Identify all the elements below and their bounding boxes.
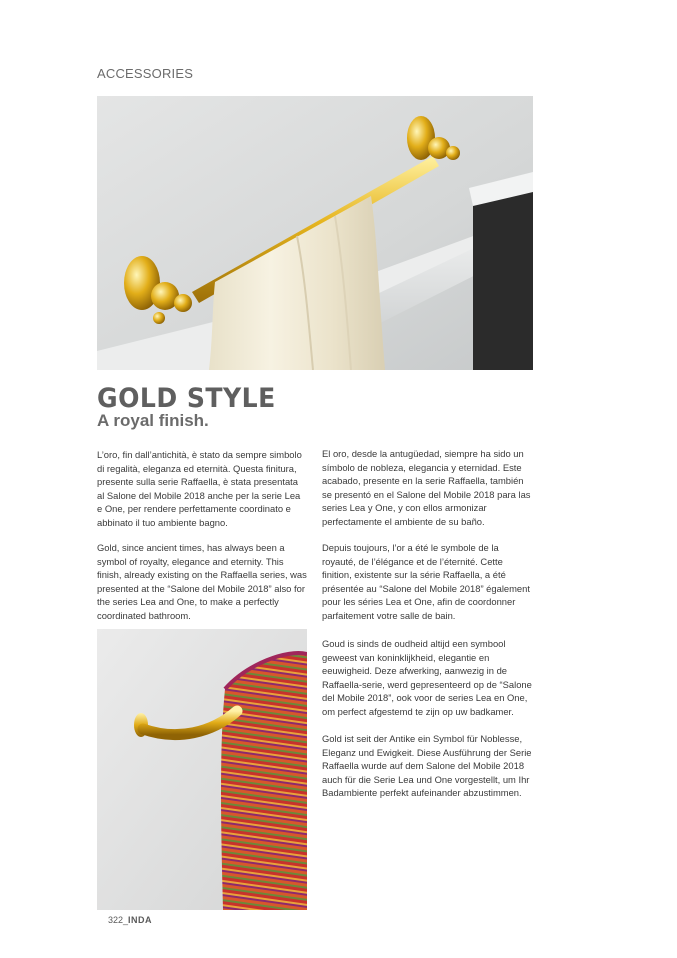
hero-image-towel-bar bbox=[97, 96, 533, 370]
paragraph-german: Gold ist seit der Antike ein Symbol für Noblesse, Eleganz und Ewigkeit. Diese Ausführung der Serie Raffaella wurde auf dem Salone del Mobile 2018 auch für die Serie Lea und One vorgestellt, um Ihr Badambiente perfekt aufeinander abzustimmen. bbox=[322, 733, 532, 799]
page-subtitle: A royal finish. bbox=[97, 411, 209, 430]
brand-name: INDA bbox=[128, 915, 153, 925]
page-footer bbox=[108, 915, 152, 925]
detail-image-towel-ring bbox=[97, 629, 307, 910]
paragraph-french: Depuis toujours, l’or a été le symbole de la royauté, de l’élégance et de l’éternité. Cette finition, existente sur la série Raffaella, a été présentée au “Salone del Mobile 2018” également pour les séries Lea et One, afin de coordonner parfaitement votre salle de bain. bbox=[322, 542, 530, 621]
page-number: 322_ bbox=[108, 915, 129, 925]
paragraph-spanish: El oro, desde la antugüedad, siempre ha sido un símbolo de nobleza, elegancia y eternidad. Este acabado, presente en la serie Raffaella, también se presentó en el Salone del Mobile 2018 para las series Lea y One, y con ellos armonizar perfectamente el ambiente de su baño. bbox=[322, 448, 531, 527]
section-label: ACCESSORIES bbox=[97, 66, 194, 81]
paragraph-italian: L’oro, fin dall’antichità, è stato da sempre simbolo di regalità, eleganza ed eternità. Questa finitura, presente sulla serie Raffaella, è stata presentata al Salone del Mobile 2018 anche per la serie Lea e One, per rendere perfettamente coordinato e abbinato il tuo ambiente bagno. bbox=[97, 449, 302, 528]
paragraph-english: Gold, since ancient times, has always been a symbol of royalty, elegance and eternity. This finish, already existing on the Raffaella series, was presented at the “Salone del Mobile 2018” also for the series Lea and One, to make a perfectly coordinated bathroom. bbox=[97, 542, 307, 621]
page-title: GOLD STYLE bbox=[97, 383, 276, 414]
paragraph-dutch: Goud is sinds de oudheid altijd een symbool geweest van koninklijkheid, elegantie en eeuwigheid. Deze afwerking, aanwezig in de Raffaella-serie, werd gepresenteerd op de “Salone del Mobile 2018”, ook voor de series Lea en One, om perfect afgestemd te zijn op uw badkamer. bbox=[322, 638, 532, 717]
